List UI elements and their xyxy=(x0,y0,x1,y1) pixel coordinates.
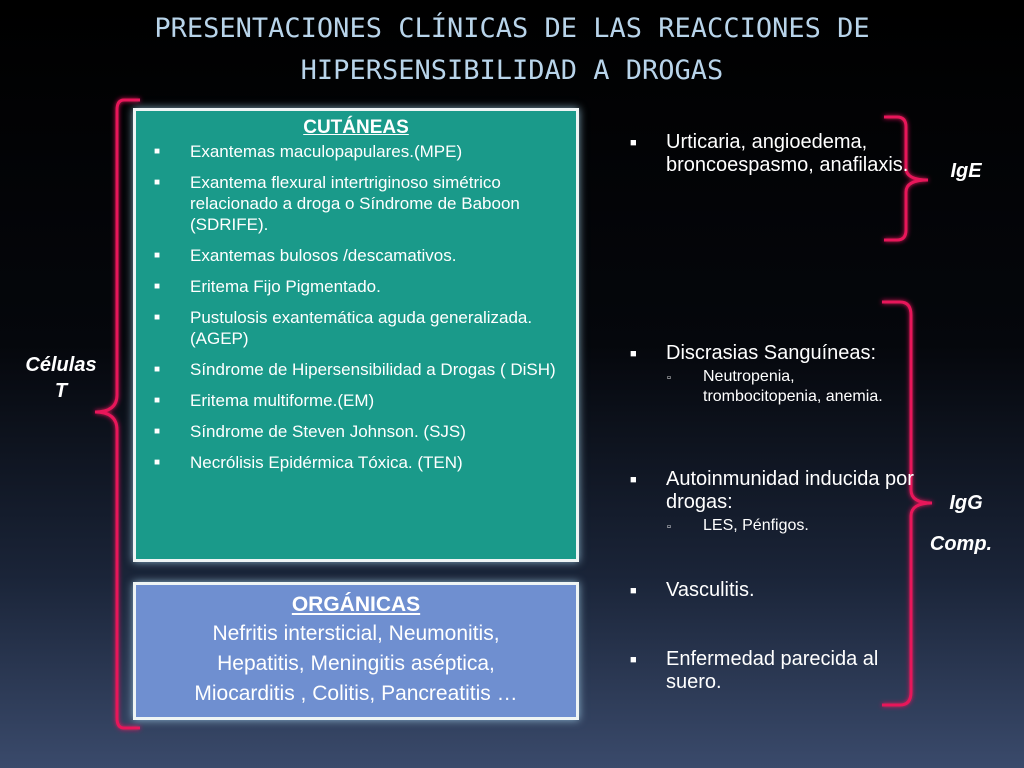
square-bullet-icon: ■ xyxy=(154,146,161,157)
comp-label: Comp. xyxy=(929,533,993,555)
list-item: ▫ LES, Pénfigos. xyxy=(703,516,916,536)
list-item: ■ Necrólisis Epidérmica Tóxica. (TEN) xyxy=(154,453,463,472)
cutaneas-box xyxy=(133,108,579,562)
square-bullet-icon: ■ xyxy=(154,426,161,437)
square-bullet-icon: ■ xyxy=(630,137,637,149)
ige-list xyxy=(630,131,916,177)
list-item: ■ Eritema Fijo Pigmentado. xyxy=(154,277,381,296)
square-bullet-icon: ■ xyxy=(154,312,161,323)
organicas-text xyxy=(136,619,576,709)
square-bullet-icon: ■ xyxy=(154,457,161,468)
discrasias-list xyxy=(630,342,916,407)
list-item: ■ Vasculitis. xyxy=(630,579,755,601)
ige-label: IgE xyxy=(950,160,982,182)
square-bullet-icon: ■ xyxy=(154,364,161,375)
list-item: ■ Autoinmunidad inducida por drogas: ▫ LES, Pénfigos. xyxy=(666,468,916,536)
enfermedad-list xyxy=(630,648,916,694)
square-bullet-icon: ■ xyxy=(630,348,637,360)
list-item: ■ Síndrome de Steven Johnson. (SJS) xyxy=(154,422,466,441)
cutaneas-heading: CUTÁNEAS xyxy=(303,117,409,138)
title-line-2: HIPERSENSIBILIDAD A DROGAS xyxy=(300,55,724,86)
organicas-line-2: Hepatitis, Meningitis aséptica, xyxy=(217,652,495,675)
list-item: ■ Exantema flexural intertriginoso simétrico relacionado a droga o Síndrome de Baboon (SDRIFE). xyxy=(154,173,520,234)
discrasias-sublist xyxy=(666,367,916,407)
organicas-heading: ORGÁNICAS xyxy=(291,593,421,616)
celulas-t-label: Células T xyxy=(25,354,97,402)
list-item: ■ Exantemas bulosos /descamativos. xyxy=(154,246,457,265)
square-bullet-icon: ■ xyxy=(154,281,161,292)
list-item: ■ Exantemas maculopapulares.(MPE) xyxy=(154,142,463,161)
title-line-1: PRESENTACIONES CLÍNICAS DE LAS REACCIONES DE xyxy=(154,13,870,44)
hollow-square-bullet-icon: ▫ xyxy=(667,372,671,384)
organicas-box xyxy=(133,582,579,720)
organicas-line-1: Nefritis intersticial, Neumonitis, xyxy=(212,622,500,645)
igg-label: IgG xyxy=(949,492,983,514)
square-bullet-icon: ■ xyxy=(630,474,637,486)
autoinmunidad-list xyxy=(630,468,916,536)
square-bullet-icon: ■ xyxy=(630,585,637,597)
list-item: ■ Eritema multiforme.(EM) xyxy=(154,391,375,410)
autoinmunidad-sublist xyxy=(666,516,916,536)
list-item: ■ Discrasias Sanguíneas: ▫ Neutropenia, trombocitopenia, anemia. xyxy=(666,342,916,407)
square-bullet-icon: ■ xyxy=(154,250,161,261)
cutaneas-list xyxy=(136,141,576,473)
vasculitis-list xyxy=(630,579,916,602)
organicas-line-3: Miocarditis , Colitis, Pancreatitis … xyxy=(194,682,518,705)
list-item: ▫ Neutropenia, trombocitopenia, anemia. xyxy=(667,368,883,405)
list-item: ■ Enfermedad parecida al suero. xyxy=(630,648,879,693)
square-bullet-icon: ■ xyxy=(154,177,161,188)
list-item: ■ Síndrome de Hipersensibilidad a Drogas ( DiSH) xyxy=(154,360,556,379)
hollow-square-bullet-icon: ▫ xyxy=(667,521,671,533)
list-item: ■ Pustulosis exantemática aguda generalizada. (AGEP) xyxy=(154,308,533,348)
square-bullet-icon: ■ xyxy=(630,654,637,666)
list-item: ■ Urticaria, angioedema, broncoespasmo, anafilaxis. xyxy=(630,131,909,176)
square-bullet-icon: ■ xyxy=(154,395,161,406)
